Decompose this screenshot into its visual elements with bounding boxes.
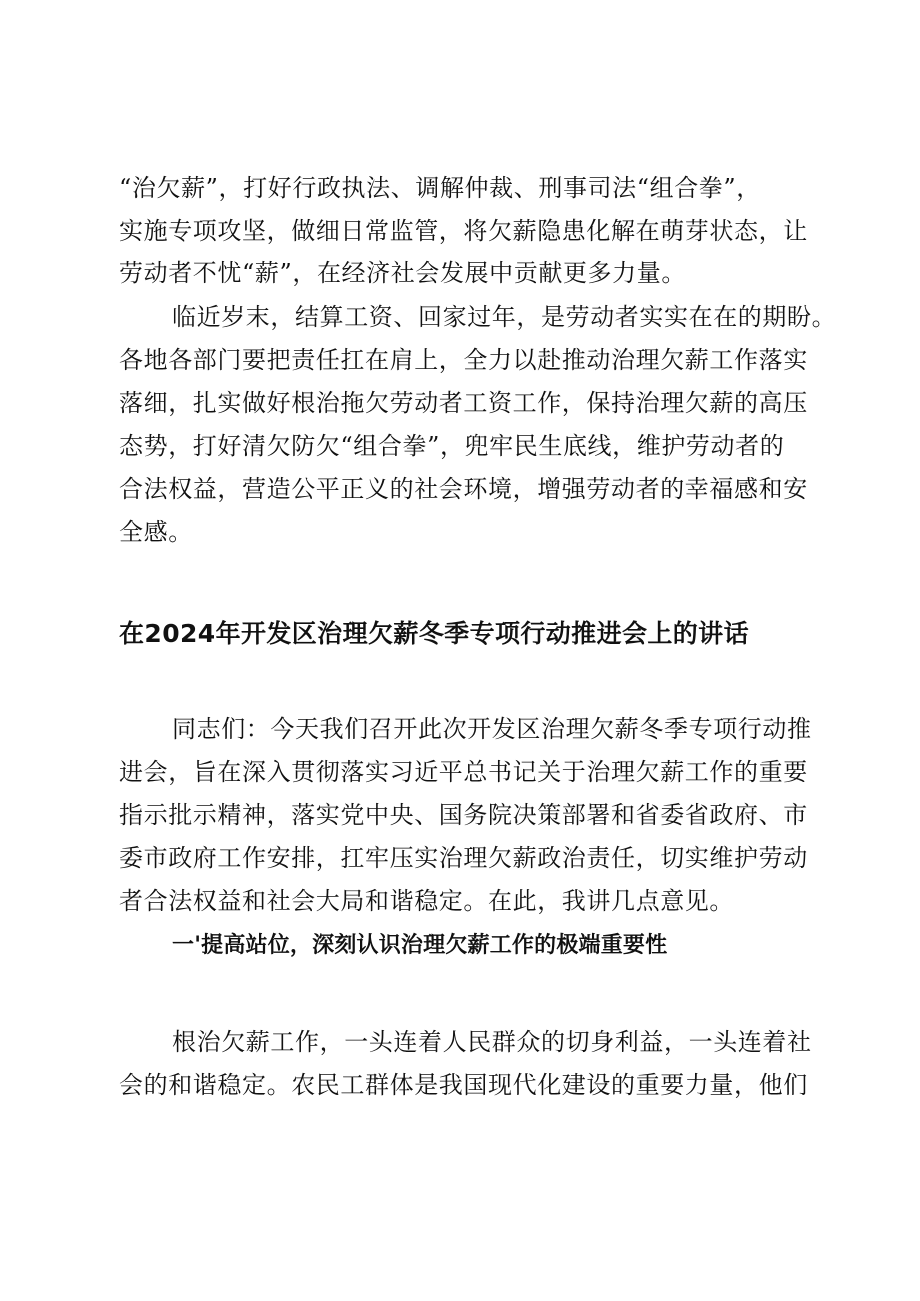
paragraph-4-line-2: 会的和谐稳定。农民工群体是我国现代化建设的重要力量，他们 xyxy=(119,1071,808,1099)
paragraph-1-line-3: 劳动者不忧“薪”，在经济社会发展中贡献更多力量。 xyxy=(119,259,686,287)
paragraph-2-line-5: 合法权益，营造公平正义的社会环境，增强劳动者的幸福感和安 xyxy=(119,475,808,503)
paragraph-4-line-1: 根治欠薪工作，一头连着人民群众的切身利益，一头连着社 xyxy=(172,1028,812,1056)
paragraph-3-line-3: 指示批示精神，落实党中央、国务院决策部署和省委省政府、市 xyxy=(119,801,808,829)
paragraph-2-line-4: 态势，打好清欠防欠“组合拳”，兜牢民生底线，维护劳动者的 xyxy=(119,432,785,460)
paragraph-2-line-1: 临近岁末，结算工资、回家过年，是劳动者实实在在的期盼。 xyxy=(172,303,837,331)
paragraph-2-line-2: 各地各部门要把责任扛在肩上，全力以赴推动治理欠薪工作落实 xyxy=(119,346,808,374)
speech-title: 在2024年开发区治理欠薪冬季专项行动推进会上的讲话 xyxy=(119,619,749,648)
paragraph-2-line-3: 落细，扎实做好根治拖欠劳动者工资工作，保持治理欠薪的高压 xyxy=(119,389,808,417)
paragraph-3-line-5: 者合法权益和社会大局和谐稳定。在此，我讲几点意见。 xyxy=(119,887,734,915)
section-heading: 一'提高站位，深刻认识治理欠薪工作的极端重要性 xyxy=(172,933,668,958)
paragraph-3-line-2: 进会，旨在深入贯彻落实习近平总书记关于治理欠薪工作的重要 xyxy=(119,758,808,786)
paragraph-1-line-1: “治欠薪”，打好行政执法、调解仲裁、刑事司法“组合拳”， xyxy=(119,174,761,202)
paragraph-3-line-4: 委市政府工作安排，扛牢压实治理欠薪政治责任，切实维护劳动 xyxy=(119,844,808,872)
paragraph-2-line-6: 全感。 xyxy=(119,518,193,546)
paragraph-3-line-1: 同志们：今天我们召开此次开发区治理欠薪冬季专项行动推 xyxy=(172,715,812,743)
paragraph-1-line-2: 实施专项攻坚，做细日常监管，将欠薪隐患化解在萌芽状态，让 xyxy=(119,217,808,245)
